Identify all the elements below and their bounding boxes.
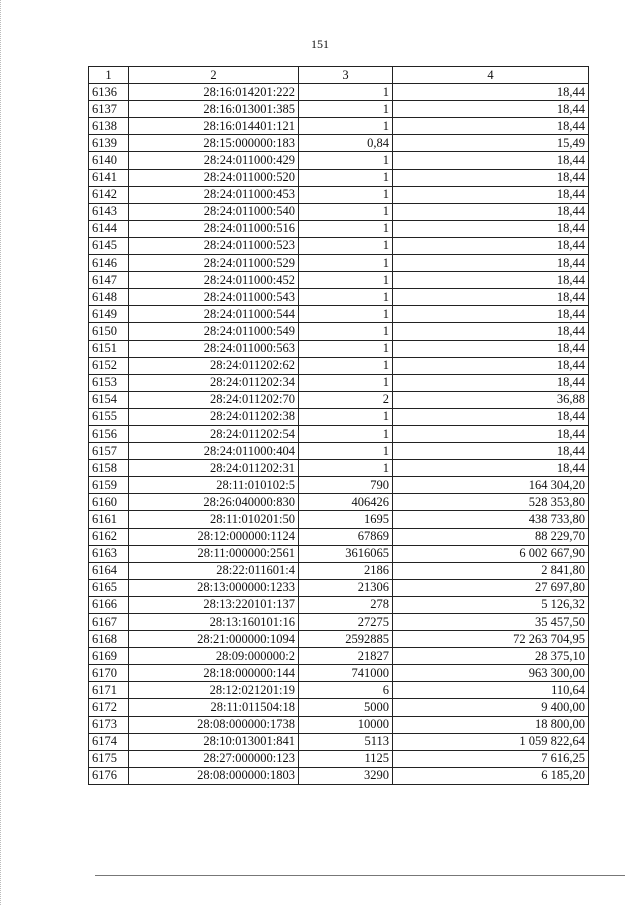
amount-value: 18,44: [393, 272, 589, 289]
area-value: 1125: [299, 750, 393, 767]
cadastral-number: 28:24:011202:54: [129, 425, 299, 442]
table-row: [89, 425, 589, 442]
table-row: [89, 306, 589, 323]
row-number: 6145: [89, 237, 129, 254]
cadastral-number: 28:24:011202:31: [129, 460, 299, 477]
area-value: 741000: [299, 665, 393, 682]
cadastral-number: 28:12:000000:1124: [129, 528, 299, 545]
row-number: 6166: [89, 596, 129, 613]
area-value: 1: [299, 340, 393, 357]
row-number: 6161: [89, 511, 129, 528]
row-number: 6174: [89, 733, 129, 750]
area-value: 2: [299, 391, 393, 408]
table-row: [89, 614, 589, 631]
amount-value: 9 400,00: [393, 699, 589, 716]
amount-value: 27 697,80: [393, 579, 589, 596]
amount-value: 5 126,32: [393, 596, 589, 613]
table-row: [89, 665, 589, 682]
row-number: 6164: [89, 562, 129, 579]
area-value: 5000: [299, 699, 393, 716]
cadastral-number: 28:13:220101:137: [129, 596, 299, 613]
amount-value: 18,44: [393, 460, 589, 477]
area-value: 1: [299, 443, 393, 460]
cadastral-number: 28:11:011504:18: [129, 699, 299, 716]
table-row: [89, 562, 589, 579]
amount-value: 18,44: [393, 425, 589, 442]
table-row: [89, 84, 589, 101]
cadastral-number: 28:11:000000:2561: [129, 545, 299, 562]
area-value: 1695: [299, 511, 393, 528]
row-number: 6157: [89, 443, 129, 460]
amount-value: 18,44: [393, 408, 589, 425]
area-value: 1: [299, 374, 393, 391]
cadastral-number: 28:08:000000:1803: [129, 767, 299, 784]
page-number: 151: [311, 37, 329, 51]
cadastral-number: 28:24:011000:452: [129, 272, 299, 289]
cadastral-number: 28:24:011000:540: [129, 203, 299, 220]
area-value: 3616065: [299, 545, 393, 562]
area-value: 3290: [299, 767, 393, 784]
row-number: 6141: [89, 169, 129, 186]
row-number: 6153: [89, 374, 129, 391]
area-value: 5113: [299, 733, 393, 750]
amount-value: 35 457,50: [393, 614, 589, 631]
area-value: 406426: [299, 494, 393, 511]
amount-value: 18,44: [393, 357, 589, 374]
row-number: 6160: [89, 494, 129, 511]
row-number: 6156: [89, 425, 129, 442]
cadastral-number: 28:15:000000:183: [129, 135, 299, 152]
cadastral-number: 28:24:011000:429: [129, 152, 299, 169]
row-number: 6139: [89, 135, 129, 152]
amount-value: 18,44: [393, 169, 589, 186]
amount-value: 18,44: [393, 374, 589, 391]
table-row: [89, 152, 589, 169]
area-value: 27275: [299, 614, 393, 631]
table-row: [89, 323, 589, 340]
cadastral-number: 28:11:010201:50: [129, 511, 299, 528]
cadastral-number: 28:16:014201:222: [129, 84, 299, 101]
cadastral-number: 28:16:013001:385: [129, 101, 299, 118]
amount-value: 110,64: [393, 682, 589, 699]
row-number: 6172: [89, 699, 129, 716]
table-row: [89, 203, 589, 220]
table-row: [89, 733, 589, 750]
table-row: [89, 596, 589, 613]
table-row: [89, 101, 589, 118]
area-value: 1: [299, 186, 393, 203]
table-row: [89, 220, 589, 237]
cadastral-number: 28:08:000000:1738: [129, 716, 299, 733]
column-header-1: 1: [89, 67, 129, 84]
row-number: 6167: [89, 614, 129, 631]
table-row: [89, 186, 589, 203]
cadastral-number: 28:24:011202:70: [129, 391, 299, 408]
scan-edge-marks: [0, 0, 13, 905]
table-row: [89, 750, 589, 767]
row-number: 6162: [89, 528, 129, 545]
header-row: [89, 67, 589, 84]
row-number: 6173: [89, 716, 129, 733]
row-number: 6148: [89, 289, 129, 306]
amount-value: 28 375,10: [393, 648, 589, 665]
cadastral-number: 28:24:011000:520: [129, 169, 299, 186]
amount-value: 18,44: [393, 323, 589, 340]
row-number: 6159: [89, 477, 129, 494]
area-value: 1: [299, 203, 393, 220]
area-value: 790: [299, 477, 393, 494]
area-value: 1: [299, 460, 393, 477]
area-value: 1: [299, 255, 393, 272]
area-value: 1: [299, 289, 393, 306]
cadastral-number: 28:18:000000:144: [129, 665, 299, 682]
cadastral-number: 28:13:000000:1233: [129, 579, 299, 596]
amount-value: 18,44: [393, 289, 589, 306]
amount-value: 18,44: [393, 306, 589, 323]
row-number: 6154: [89, 391, 129, 408]
area-value: 1: [299, 237, 393, 254]
amount-value: 18,44: [393, 340, 589, 357]
amount-value: 18,44: [393, 203, 589, 220]
column-header-3: 3: [299, 67, 393, 84]
row-number: 6155: [89, 408, 129, 425]
row-number: 6137: [89, 101, 129, 118]
cadastral-number: 28:24:011000:516: [129, 220, 299, 237]
amount-value: 15,49: [393, 135, 589, 152]
amount-value: 72 263 704,95: [393, 631, 589, 648]
row-number: 6176: [89, 767, 129, 784]
table-row: [89, 237, 589, 254]
cadastral-number: 28:24:011202:34: [129, 374, 299, 391]
cadastral-number: 28:22:011601:4: [129, 562, 299, 579]
area-value: 1: [299, 118, 393, 135]
table-row: [89, 118, 589, 135]
table-row: [89, 477, 589, 494]
row-number: 6149: [89, 306, 129, 323]
amount-value: 18,44: [393, 237, 589, 254]
amount-value: 2 841,80: [393, 562, 589, 579]
amount-value: 963 300,00: [393, 665, 589, 682]
cadastral-number: 28:16:014401:121: [129, 118, 299, 135]
cadastral-number: 28:24:011000:543: [129, 289, 299, 306]
table-row: [89, 340, 589, 357]
area-value: 1: [299, 84, 393, 101]
row-number: 6146: [89, 255, 129, 272]
row-number: 6152: [89, 357, 129, 374]
amount-value: 7 616,25: [393, 750, 589, 767]
area-value: 67869: [299, 528, 393, 545]
amount-value: 528 353,80: [393, 494, 589, 511]
column-header-4: 4: [393, 67, 589, 84]
amount-value: 18,44: [393, 255, 589, 272]
area-value: 1: [299, 306, 393, 323]
table-row: [89, 255, 589, 272]
table-row: [89, 460, 589, 477]
table-row: [89, 648, 589, 665]
row-number: 6142: [89, 186, 129, 203]
row-number: 6158: [89, 460, 129, 477]
table-row: [89, 579, 589, 596]
area-value: 21827: [299, 648, 393, 665]
table-row: [89, 767, 589, 784]
table-row: [89, 528, 589, 545]
table-row: [89, 494, 589, 511]
cadastral-number: 28:27:000000:123: [129, 750, 299, 767]
amount-value: 18,44: [393, 443, 589, 460]
row-number: 6140: [89, 152, 129, 169]
amount-value: 18,44: [393, 84, 589, 101]
row-number: 6169: [89, 648, 129, 665]
row-number: 6151: [89, 340, 129, 357]
cadastral-number: 28:24:011000:549: [129, 323, 299, 340]
cadastral-number: 28:24:011000:523: [129, 237, 299, 254]
amount-value: 18 800,00: [393, 716, 589, 733]
row-number: 6136: [89, 84, 129, 101]
amount-value: 6 185,20: [393, 767, 589, 784]
cadastral-number: 28:10:013001:841: [129, 733, 299, 750]
table-row: [89, 135, 589, 152]
row-number: 6165: [89, 579, 129, 596]
amount-value: 88 229,70: [393, 528, 589, 545]
area-value: 0,84: [299, 135, 393, 152]
table-row: [89, 511, 589, 528]
area-value: 1: [299, 220, 393, 237]
amount-value: 6 002 667,90: [393, 545, 589, 562]
area-value: 1: [299, 152, 393, 169]
area-value: 1: [299, 272, 393, 289]
amount-value: 1 059 822,64: [393, 733, 589, 750]
cadastral-number: 28:24:011000:563: [129, 340, 299, 357]
registry-table: [88, 66, 589, 785]
row-number: 6138: [89, 118, 129, 135]
cadastral-number: 28:09:000000:2: [129, 648, 299, 665]
row-number: 6171: [89, 682, 129, 699]
table-row: [89, 391, 589, 408]
table-row: [89, 169, 589, 186]
cadastral-number: 28:24:011000:404: [129, 443, 299, 460]
row-number: 6144: [89, 220, 129, 237]
table-row: [89, 682, 589, 699]
area-value: 2186: [299, 562, 393, 579]
row-number: 6143: [89, 203, 129, 220]
area-value: 10000: [299, 716, 393, 733]
row-number: 6168: [89, 631, 129, 648]
table-row: [89, 289, 589, 306]
area-value: 1: [299, 425, 393, 442]
table-row: [89, 716, 589, 733]
area-value: 1: [299, 357, 393, 374]
table-row: [89, 408, 589, 425]
table-row: [89, 374, 589, 391]
area-value: 1: [299, 101, 393, 118]
amount-value: 36,88: [393, 391, 589, 408]
amount-value: 18,44: [393, 118, 589, 135]
row-number: 6150: [89, 323, 129, 340]
cadastral-number: 28:13:160101:16: [129, 614, 299, 631]
cadastral-number: 28:12:021201:19: [129, 682, 299, 699]
area-value: 6: [299, 682, 393, 699]
cadastral-number: 28:11:010102:5: [129, 477, 299, 494]
amount-value: 18,44: [393, 101, 589, 118]
row-number: 6170: [89, 665, 129, 682]
cadastral-number: 28:24:011000:453: [129, 186, 299, 203]
footer-rule: [95, 875, 625, 876]
amount-value: 18,44: [393, 152, 589, 169]
amount-value: 18,44: [393, 220, 589, 237]
table-row: [89, 699, 589, 716]
area-value: 1: [299, 408, 393, 425]
cadastral-number: 28:26:040000:830: [129, 494, 299, 511]
table-row: [89, 357, 589, 374]
area-value: 1: [299, 323, 393, 340]
area-value: 1: [299, 169, 393, 186]
amount-value: 164 304,20: [393, 477, 589, 494]
amount-value: 18,44: [393, 186, 589, 203]
cadastral-number: 28:24:011202:62: [129, 357, 299, 374]
row-number: 6163: [89, 545, 129, 562]
amount-value: 438 733,80: [393, 511, 589, 528]
table-row: [89, 631, 589, 648]
area-value: 2592885: [299, 631, 393, 648]
cadastral-number: 28:24:011202:38: [129, 408, 299, 425]
area-value: 21306: [299, 579, 393, 596]
cadastral-number: 28:21:000000:1094: [129, 631, 299, 648]
row-number: 6175: [89, 750, 129, 767]
column-header-2: 2: [129, 67, 299, 84]
table-row: [89, 545, 589, 562]
table-row: [89, 272, 589, 289]
cadastral-number: 28:24:011000:544: [129, 306, 299, 323]
table-row: [89, 443, 589, 460]
cadastral-number: 28:24:011000:529: [129, 255, 299, 272]
area-value: 278: [299, 596, 393, 613]
row-number: 6147: [89, 272, 129, 289]
